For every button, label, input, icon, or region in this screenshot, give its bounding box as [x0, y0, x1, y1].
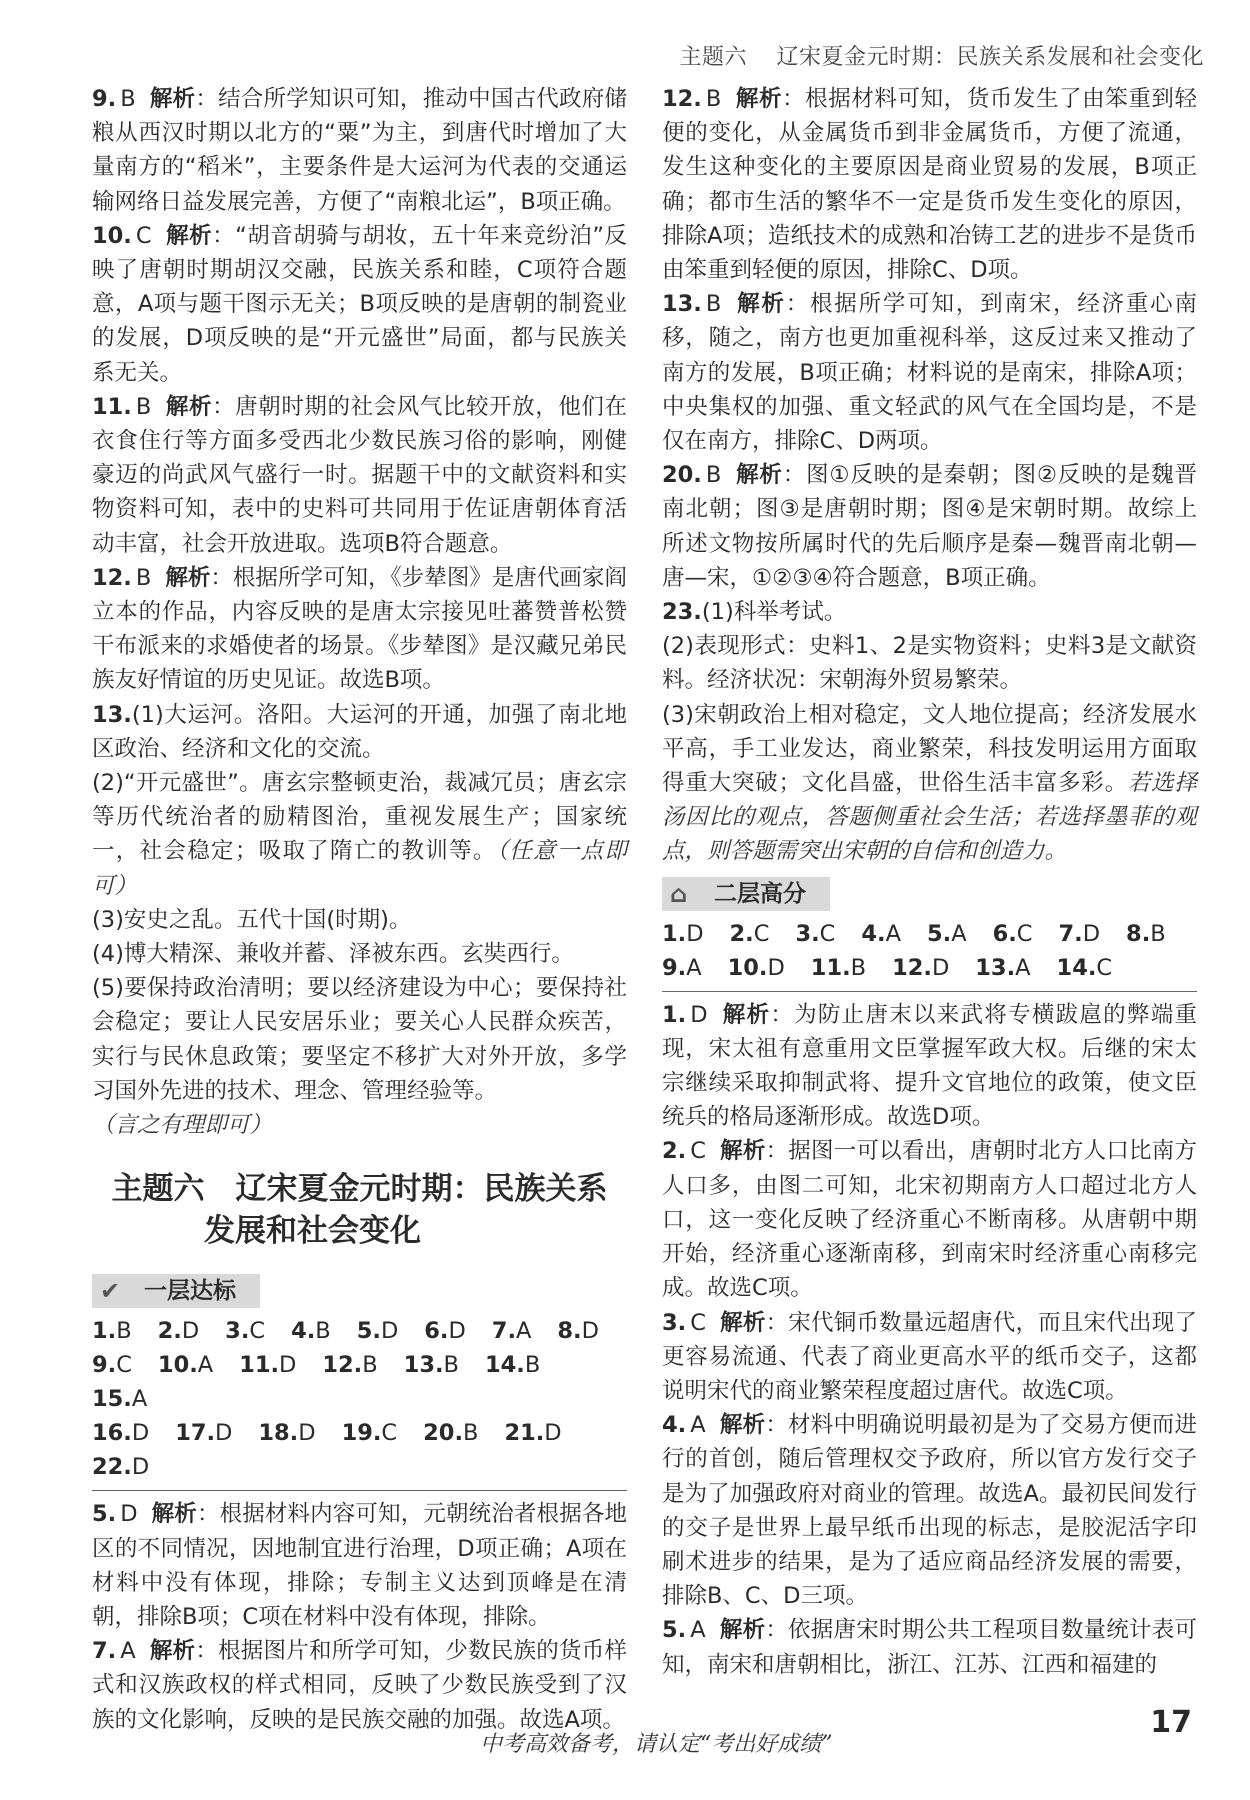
- answer-key-choice: B: [1150, 920, 1166, 947]
- answer-key-choice: D: [131, 1454, 150, 1481]
- answer-key-choice: B: [850, 954, 867, 981]
- house-icon: ⌂: [670, 879, 688, 908]
- handwritten-note: （言之有理即可）: [92, 1112, 273, 1139]
- answer-key-choice: C: [249, 1318, 266, 1345]
- answer-key-number: 13.: [403, 1352, 444, 1379]
- answer-item-3: 3. C 解析：宋代铜币数量远超唐代，而且宋代出现了更容易流通、代表了商业更高水平的纸币交子，这都说明宋代的商业繁荣程度超过唐代。故选C项。: [662, 1309, 1197, 1404]
- answer-key-number: 9.: [662, 954, 687, 981]
- handwritten-note: （任意一点即可）: [92, 838, 627, 899]
- answer-key-cell: [404, 1348, 459, 1382]
- answer-key-cell: [291, 1314, 331, 1348]
- answer-key-number: 19.: [341, 1420, 382, 1447]
- answer-item-13: 13. B 解析：根据所学可知，到南宋，经济重心南移，随之，南方也更加重视科举，这反过来又推动了南方的发展，B项正确；材料说的是南宋，排除A项；中央集权的加强、重文轻武的风气在全国均是，不是仅在南方，排除C、D两项。: [662, 291, 1197, 455]
- answer-grid-2: [662, 917, 1197, 985]
- answer-key-choice: D: [215, 1420, 233, 1447]
- answer-key-cell: [975, 951, 1030, 985]
- answer-key-cell: [258, 1416, 315, 1450]
- answer-key-cell: [92, 1314, 132, 1348]
- answer-item-23: 23.(1)科举考试。 (2)表现形式：史料1、2是实物资料；史料3是文献资料。经济状况：宋朝海外贸易繁荣。 (3)宋朝政治上相对稳定，文人地位提高；经济发展水平高，手工业发达，商业繁荣，科技发明运用方面取得重大突破；文化昌盛，世俗生活丰富多彩。若选择汤因比的观点，答题侧重社会生活；若选择墨菲的观点，则答题需突出宋朝的自信和创造力。: [662, 599, 1197, 865]
- answer-key-number: 1.: [662, 920, 687, 947]
- answer-key-number: 5.: [356, 1318, 381, 1345]
- divider: [92, 1490, 627, 1491]
- answer-key-choice: D: [931, 954, 950, 981]
- answer-key-choice: D: [448, 1318, 466, 1345]
- answer-key-number: 14.: [1056, 954, 1097, 981]
- answer-key-choice: D: [1082, 920, 1101, 947]
- answer-key-number: 2.: [729, 920, 754, 947]
- answer-item-9: 9. B 解析：结合所学知识可知，推动中国古代政府储粮从西汉时期以北方的“粟”为主，到唐代时增加了大量南方的“稻米”，主要条件是大运河为代表的交通运输网络日益发展完善，方便了“南粮北运”，B项正确。: [92, 86, 627, 215]
- answer-key-number: 22.: [92, 1454, 132, 1481]
- page-number: 17: [1150, 1705, 1192, 1740]
- answer-key-cell: [485, 1348, 540, 1382]
- answer-key-choice: D: [279, 1352, 297, 1379]
- answer-item-13: 13.(1)大运河。洛阳。大运河的开通，加强了南北地区政治、经济和文化的交流。 (2)“开元盛世”。唐玄宗整顿吏治，裁减冗员；唐玄宗等历代统治者的励精图治，重视发展生产；国家统一，社会稳定；吸取了隋亡的教训等。（任意一点即可） (3)安史之乱。五代十国(时期)。 (4)博大精深、兼收并蓄、泽被东西。玄奘西行。 (5)要保持政治清明；要以经济建设为中心；要保持社会稳定；要让人民安居乐业；要关心人民群众疾苦，实行与民休息政策；要坚定不移扩大对外开放，多学习国外先进的技术、理念、管理经验等。 （言之有理即可）: [92, 701, 627, 1139]
- answer-key-number: 17.: [175, 1420, 216, 1447]
- answer-key-choice: D: [767, 954, 785, 981]
- answer-key-number: 21.: [504, 1420, 545, 1447]
- handwritten-note: 若选择汤因比的观点，答题侧重社会生活；若选择墨菲的观点，则答题需突出宋朝的自信和创造力。: [662, 770, 1197, 865]
- footer-slogan: 中考高效备考，请认定“考出好成绩”: [480, 1732, 833, 1757]
- answer-key-number: 3.: [225, 1318, 250, 1345]
- answer-key-choice: A: [197, 1352, 214, 1379]
- answer-key-number: 4.: [861, 920, 886, 947]
- answer-key-cell: [239, 1348, 296, 1382]
- left-column: [92, 82, 627, 1737]
- answer-key-cell: [892, 951, 949, 985]
- answer-key-cell: [342, 1416, 398, 1450]
- answer-key-cell: [795, 917, 835, 951]
- answer-key-cell: [861, 917, 901, 951]
- answer-key-cell: [811, 951, 866, 985]
- answer-key-choice: D: [544, 1420, 562, 1447]
- answer-key-number: 6.: [424, 1318, 449, 1345]
- answer-item-12: 12. B 解析：根据材料可知，货币发生了由笨重到轻便的变化，从金属货币到非金属货币，方便了流通，发生这种变化的主要原因是商业贸易的发展，B项正确；都市生活的繁华不一定是货币发生变化的原因，排除A项；造纸技术的成熟和冶铸工艺的进步不是货币由笨重到轻便的原因，排除C、D项。: [662, 86, 1197, 284]
- answer-key-cell: [92, 1450, 149, 1484]
- answer-item-20: 20. B 解析：图①反映的是秦朝；图②反映的是魏晋南北朝；图③是唐朝时期；图④是宋朝时期。故综上所述文物按所属时代的先后顺序是秦—魏晋南北朝—唐—宋，①②③④符合题意，B项正确。: [662, 462, 1197, 591]
- answer-key-choice: B: [524, 1352, 541, 1379]
- answer-key-cell: [662, 951, 702, 985]
- answer-key-cell: [557, 1314, 599, 1348]
- answer-key-cell: [92, 1348, 132, 1382]
- answer-key-number: 12.: [892, 954, 932, 981]
- answer-key-choice: D: [686, 920, 704, 947]
- answer-key-choice: D: [298, 1420, 316, 1447]
- answer-item-5: 5. A 解析：依据唐宋时期公共工程项目数量统计表可知，南宋和唐朝相比，浙江、江苏、江西和福建的: [662, 1617, 1197, 1678]
- answer-item-7: 7. A 解析：根据图片和所学可知，少数民族的货币样式和汉族政权的样式相同，反映了少数民族受到了汉族的文化影响，反映的是民族交融的加强。故选A项。: [92, 1638, 627, 1733]
- answer-key-choice: C: [819, 920, 836, 947]
- answer-key-cell: [423, 1416, 478, 1450]
- answer-key-cell: [322, 1348, 377, 1382]
- section-title: 主题六 辽宋夏金元时期：民族关系 发展和社会变化: [111, 1171, 608, 1250]
- answer-key-cell: [1059, 917, 1101, 951]
- answer-key-cell: [424, 1314, 466, 1348]
- answer-key-choice: D: [380, 1318, 399, 1345]
- answer-key-choice: A: [885, 920, 901, 947]
- answer-key-number: 11.: [810, 954, 851, 981]
- answer-grid-1: [92, 1314, 627, 1484]
- header-topic: 主题六: [679, 45, 747, 70]
- answer-key-number: 10.: [727, 954, 768, 981]
- answer-key-cell: [492, 1314, 532, 1348]
- answer-key-cell: [92, 1382, 147, 1416]
- answer-key-number: 8.: [557, 1318, 582, 1345]
- answer-key-cell: [993, 917, 1033, 951]
- answer-key-cell: [504, 1416, 561, 1450]
- right-column: [662, 82, 1197, 1682]
- layer-banner-2: ⌂ 二层高分: [662, 877, 830, 911]
- answer-key-number: 2.: [157, 1318, 182, 1345]
- layer-banner-1: ✔ 一层达标: [92, 1274, 260, 1308]
- answer-key-choice: A: [686, 954, 702, 981]
- answer-key-choice: B: [362, 1352, 378, 1379]
- answer-key-cell: [1126, 917, 1166, 951]
- answer-key-number: 8.: [1126, 920, 1151, 947]
- answer-key-number: 15.: [92, 1386, 132, 1413]
- answer-key-choice: A: [131, 1386, 148, 1413]
- answer-key-cell: [927, 917, 967, 951]
- answer-key-number: 16.: [92, 1420, 132, 1447]
- answer-key-number: 7.: [491, 1318, 516, 1345]
- answer-key-number: 7.: [1058, 920, 1083, 947]
- answer-key-cell: [662, 917, 704, 951]
- answer-key-number: 11.: [239, 1352, 280, 1379]
- answer-key-choice: D: [181, 1318, 200, 1345]
- answer-key-cell: [175, 1416, 232, 1450]
- answer-key-choice: B: [116, 1318, 132, 1345]
- answer-key-choice: C: [381, 1420, 398, 1447]
- answer-key-number: 12.: [322, 1352, 363, 1379]
- answer-key-choice: A: [516, 1318, 532, 1345]
- answer-key-number: 10.: [157, 1352, 198, 1379]
- answer-key-choice: B: [315, 1318, 331, 1345]
- answer-key-cell: [728, 951, 785, 985]
- answer-key-number: 18.: [258, 1420, 299, 1447]
- running-header: [679, 40, 1204, 71]
- answer-key-choice: C: [1016, 920, 1033, 947]
- answer-item-4: 4. A 解析：材料中明确说明最初是为了交易方便而进行的首创，随后管理权交予政府，所以官方发行交子是为了加强政府对商业的管理。故选A。最初民间发行的交子是世界上最早纸币出现的标志，是胶泥活字印刷术进步的结果，是为了适应商品经济发展的需要，排除B、C、D三项。: [662, 1412, 1197, 1610]
- answer-item-11: 11. B 解析：唐朝时期的社会风气比较开放，他们在衣食住行等方面多受西北少数民族习俗的影响，刚健豪迈的尚武风气盛行一时。据题干中的文献资料和实物资料可知，表中的史料可共同用于佐证唐朝体育活动丰富，社会开放进取。选项B符合题意。: [92, 393, 627, 557]
- answer-key-choice: C: [116, 1352, 132, 1379]
- check-icon: ✔: [100, 1277, 121, 1306]
- answer-key-number: 6.: [992, 920, 1017, 947]
- header-title: 辽宋夏金元时期：民族关系发展和社会变化: [776, 45, 1204, 70]
- answer-key-choice: B: [443, 1352, 459, 1379]
- answer-key-number: 5.: [926, 920, 952, 947]
- answer-key-cell: [158, 1348, 213, 1382]
- answer-key-cell: [225, 1314, 265, 1348]
- answer-key-number: 3.: [795, 920, 820, 947]
- answer-key-choice: D: [131, 1420, 150, 1447]
- answer-key-cell: [158, 1314, 200, 1348]
- answer-key-number: 4.: [291, 1318, 316, 1345]
- answer-key-number: 13.: [975, 954, 1016, 981]
- answer-item-5: 5. D 解析：根据材料内容可知，元朝统治者根据各地区的不同情况，因地制宜进行治理，D项正确；A项在材料中没有体现，排除；专制主义达到顶峰是在清朝，排除B项；C项在材料中没有体现，排除。: [92, 1501, 627, 1630]
- divider: [662, 991, 1197, 992]
- answer-item-12: 12. B 解析：根据所学可知，《步辇图》是唐代画家阎立本的作品，内容反映的是唐太宗接见吐蕃赞普松赞干布派来的求婚使者的场景。《步辇图》是汉藏兄弟民族友好情谊的历史见证。故选B项。: [92, 564, 627, 694]
- answer-key-cell: [1057, 951, 1113, 985]
- answer-key-cell: [92, 1416, 149, 1450]
- answer-key-number: 9.: [92, 1352, 117, 1379]
- answer-key-choice: B: [463, 1420, 479, 1447]
- answer-key-choice: A: [951, 920, 967, 947]
- answer-item-2: 2. C 解析：据图一可以看出，唐朝时北方人口比南方人口多，由图二可知，北宋初期南方人口超过北方人口，这一变化反映了经济重心不断南移。从唐朝中期开始，经济重心逐渐南移，到南宋时经济重心南移完成。故选C项。: [662, 1138, 1197, 1302]
- answer-key-number: 1.: [92, 1318, 117, 1345]
- answer-key-choice: C: [1096, 954, 1113, 981]
- answer-key-choice: A: [1015, 954, 1031, 981]
- answer-item-1: 1. D 解析：为防止唐末以来武将专横跋扈的弊端重现，宋太祖有意重用文臣掌握军政大权。后继的宋太宗继续采取抑制武将、提升文官地位的政策，使文臣统兵的格局逐渐形成。故选D项。: [662, 1001, 1197, 1131]
- answer-key-number: 14.: [484, 1352, 525, 1379]
- answer-item-10: 10. C 解析：“胡音胡骑与胡妆，五十年来竞纷泊”反映了唐朝时期胡汉交融，民族关系和睦，C项符合题意，A项与题干图示无关；B项反映的是唐朝的制瓷业的发展，D项反映的是“开元盛世”局面，都与民族关系无关。: [92, 222, 627, 386]
- answer-key-number: 20.: [423, 1420, 463, 1447]
- answer-key-choice: C: [753, 920, 770, 947]
- answer-key-cell: [357, 1314, 399, 1348]
- answer-key-choice: D: [581, 1318, 599, 1345]
- answer-key-cell: [730, 917, 770, 951]
